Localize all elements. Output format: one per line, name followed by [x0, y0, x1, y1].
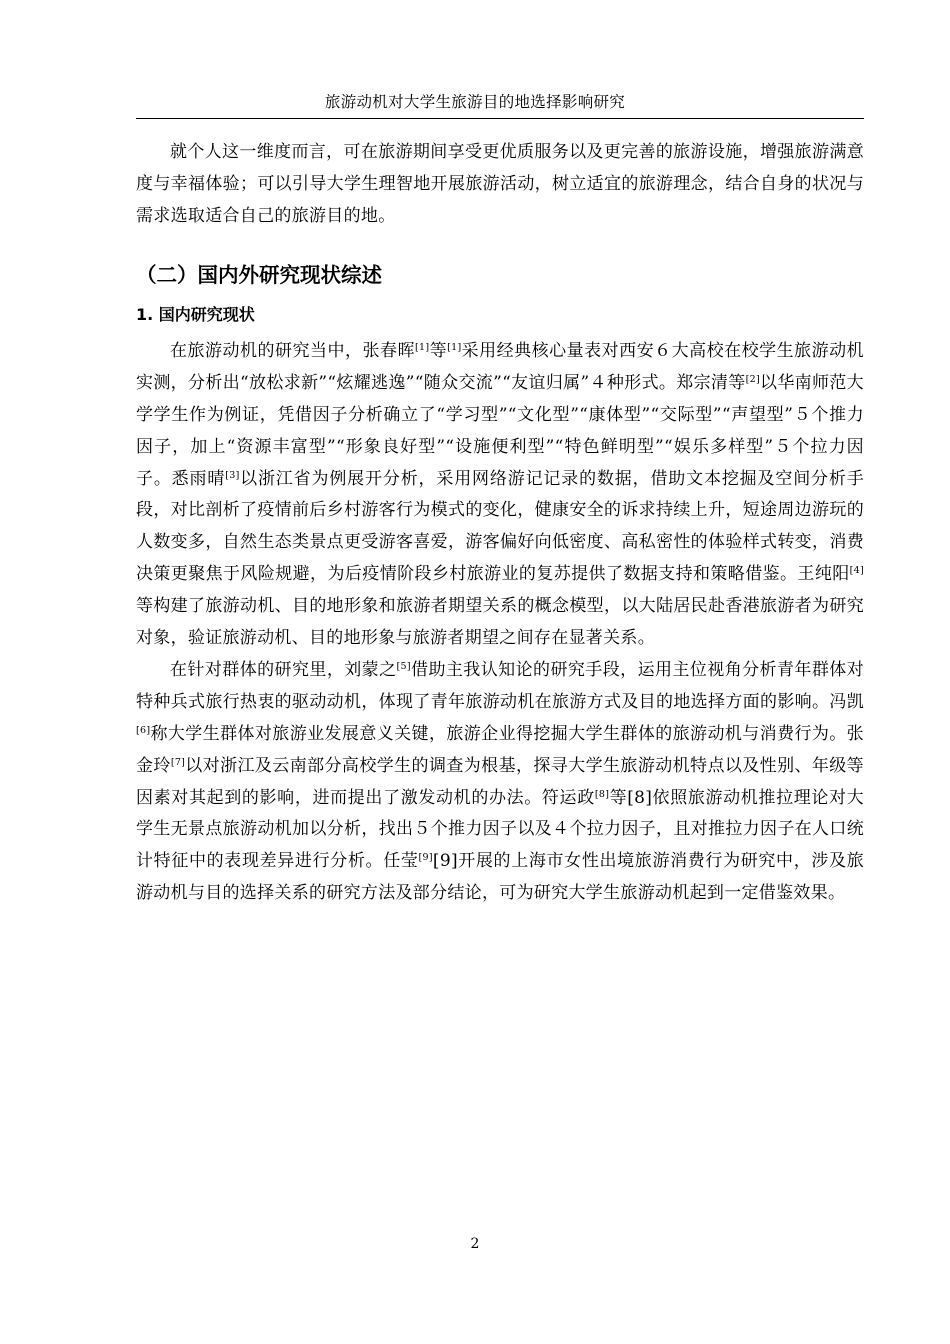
text-run: 在旅游动机的研究当中，张春晖	[170, 341, 416, 362]
text-run: 等	[429, 341, 448, 362]
citation-mark: [5]	[396, 661, 411, 673]
citation-mark: [6]	[136, 724, 151, 736]
paragraph-motivation-research	[136, 336, 864, 654]
text-run: 借助主我认知论的研究手段，运用主位视角分析青年群体对特种兵式旅行热衷的驱动动机，体现了青年旅游动机在旅游方式及目的地选择方面的影响。冯凯	[136, 660, 864, 713]
text-run: 以浙江省为例展开分析，采用网络游记记录的数据，借助文本挖掘及空间分析手段，对比剖析了疫情前后乡村游客行为模式的变化，健康安全的诉求持续上升，短途周边游玩的人数变多，自然生态类景点更受游客喜爱，游客偏好向低密度、高私密性的体验样式转变，消费决策更聚焦于风险规避，为后疫情阶段乡村旅游业的复苏提供了数据支持和策略借鉴。王纯阳	[136, 468, 865, 584]
citation-mark: [4]	[849, 564, 864, 576]
text-run: 以对浙江及云南部分高校学生的调查为根基，探寻大学生旅游动机特点以及性别、年级等因素对其起到的影响，进而提出了激发动机的办法。符运政	[136, 755, 864, 808]
section-heading: （二）国内外研究现状综述	[136, 263, 382, 288]
text-run: 以华南师范大学学生作为例证，凭借因子分析确立了“学习型”“文化型”“康体型”“交际型”“声望型”５个推力因子，加上“资源丰富型”“形象良好型”“设施便利型”“特色鲜明型”“娱乐多样型”５个拉力因子。悉雨晴	[136, 373, 864, 489]
subsection-heading: 1. 国内研究现状	[136, 305, 255, 325]
citation-mark: [9]	[418, 852, 433, 864]
citation-mark: [1]	[415, 342, 430, 354]
paragraph-group-research	[136, 655, 864, 909]
text-run: [9]开展的上海市女性出境旅游消费行为研究中，涉及旅游动机与目的选择关系的研究方法及部分结论，可为研究大学生旅游动机起到一定借鉴效果。	[136, 851, 864, 903]
text-run: 在针对群体的研究里，刘蒙之	[170, 660, 397, 681]
text-run: 等构建了旅游动机、目的地形象和旅游者期望关系的概念模型，以大陆居民赴香港旅游者为研究对象，验证旅游动机、目的地形象与旅游者期望之间存在显著关系。	[136, 595, 864, 648]
citation-mark: [7]	[170, 756, 186, 768]
citation-mark: [8]	[594, 788, 610, 800]
text-run: 称大学生群体对旅游业发展意义关键，旅游企业得挖掘大学生群体的旅游动机与消费行为。张金玲	[136, 723, 864, 776]
header-rule	[136, 118, 864, 119]
text-run: 采用经典核心量表对西安６大高校在校学生旅游动机实测，分析出“放松求新”“炫耀逃逸”“随众交流”“友谊归属”４种形式。郑宗清等	[136, 341, 864, 394]
intro-paragraph: 就个人这一维度而言，可在旅游期间享受更优质服务以及更完善的旅游设施，增强旅游满意度与幸福体验；可以引导大学生理智地开展旅游活动，树立适宜的旅游理念，结合自身的状况与需求选取适合自己的旅游目的地。	[136, 142, 864, 226]
page-number: 2	[470, 1236, 480, 1252]
text-run: 等[8]依照旅游动机推拉理论对大学生无景点旅游动机加以分析，找出５个推力因子以及４个拉力因子，且对推拉力因子在人口统计特征中的表现差异进行分析。任莹	[136, 787, 864, 872]
citation-mark: [2]	[745, 374, 760, 386]
page-body	[136, 137, 864, 910]
running-header: 旅游动机对大学生旅游目的地选择影响研究	[324, 93, 626, 111]
citation-mark: [1]	[447, 342, 462, 354]
citation-mark: [3]	[225, 469, 240, 481]
